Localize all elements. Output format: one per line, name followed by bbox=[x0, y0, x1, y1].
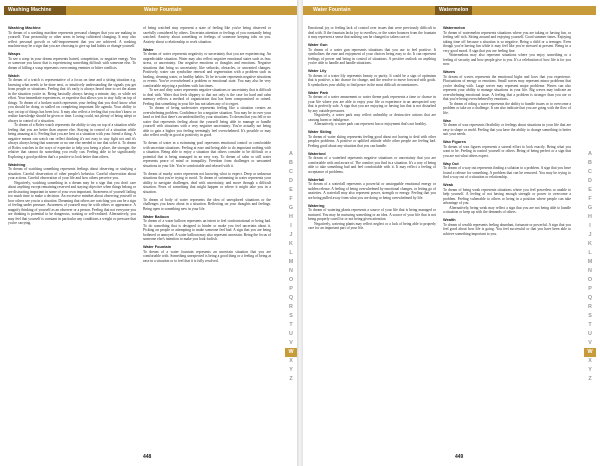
entry-definition: To dream of watering plants represents a source of your life that is being managed or nurtured. You may be nurturing something or an idea. A source of your life that is not being properly cared for or not being given attention. bbox=[308, 208, 436, 221]
alphabet-tab-x[interactable]: X bbox=[289, 358, 293, 364]
alphabet-tab-w[interactable]: W bbox=[584, 348, 596, 357]
alphabet-tab-o[interactable]: O bbox=[587, 277, 593, 283]
entry-definition: To dream of a waterfall represents a powerful or unstoppable emotional energy or sudden release. A feeling of being overwhelmed by emotional changes, or letting go of anxieties. A waterfall may also represent power, strength or energy. Feeling that you are being pulled away from what you are doing or being overwhelmed by life. bbox=[308, 182, 436, 200]
dictionary-entry bbox=[308, 178, 436, 201]
alphabet-tab-u[interactable]: U bbox=[289, 331, 293, 337]
entry-definition: To dream of waves represents the emotional highs and lows that you experience. Fluctuations of energy or emotions. Small waves may represent minor problems that you're dealing with. Large waves may represent major problems. Waves can also represent your ability to manage situations in your life. Big waves may indicate an overwhelming emotional issue. A feeling that a problem is stronger than you are or that you're being overwhelmed by emotions. bbox=[443, 74, 571, 101]
alphabet-tab-y[interactable]: Y bbox=[289, 367, 293, 373]
alphabet-tab-h[interactable]: H bbox=[588, 214, 592, 220]
dictionary-entry bbox=[143, 245, 271, 263]
entry-term: Way Out bbox=[443, 160, 459, 166]
alphabet-tab-r[interactable]: R bbox=[289, 304, 293, 310]
dictionary-entry bbox=[143, 172, 271, 195]
dictionary-entry bbox=[443, 140, 571, 158]
alphabet-tab-h[interactable]: H bbox=[289, 214, 293, 220]
entry-term: Waves bbox=[443, 69, 456, 74]
entry-definition: To see a wasp in your dream represents hatred, competition, or negative energy. You or someone you know that is experiencing something difficult with someone else. To dream of killing a wasp represents overcoming enemies or bitter conflicts. bbox=[8, 56, 136, 70]
right-alphabet-index bbox=[584, 150, 596, 384]
alphabet-tab-e[interactable]: E bbox=[289, 187, 293, 193]
entry-term: Wax Figures bbox=[443, 139, 466, 144]
dictionary-entry bbox=[8, 74, 136, 160]
alphabet-tab-n[interactable]: N bbox=[289, 268, 293, 274]
alphabet-tab-r[interactable]: R bbox=[588, 304, 592, 310]
alphabet-tab-b[interactable]: B bbox=[588, 160, 592, 166]
entry-term: Water Gun bbox=[308, 42, 328, 47]
alphabet-tab-m[interactable]: M bbox=[288, 259, 294, 265]
entry-definition: To dream of wealth represents feeling abundant, fortunate or powerful. A sign that you feel good about how life is going. You feel successful or that you have been able to achieve something important to you. bbox=[443, 222, 571, 236]
left-page bbox=[0, 0, 297, 466]
alphabet-tab-s[interactable]: S bbox=[588, 313, 592, 319]
entry-definition: To dream of a water lily represents beauty or purity. It could be a sign of optimism that is positive, a fair chance for change, and the resolve to move forward with goals. It symbolizes your ability to find peace in the most difficult circumstances. bbox=[308, 73, 436, 87]
dictionary-entry bbox=[308, 26, 436, 40]
entry-definition: To dream of murky water represents not knowing what to expect. Deep or unknown situations that you're trying to avoid. To dream of swimming in water represents your ability to navigate challenges, deal with uncertainty, and move through a difficult situation. Fears of something that might happen or where it might take you in a situation. bbox=[143, 171, 271, 194]
dictionary-entry bbox=[443, 26, 571, 67]
alphabet-tab-l[interactable]: L bbox=[588, 250, 592, 256]
dictionary-entry bbox=[8, 52, 136, 70]
entry-definition: To dream of being underwater represents feeling like a situation creates an overwhelming problem. Confidence for a negative situation. You may be in over your head or feel that there's an unidentified by your situations. To dream that you fell or no water that represents feeling about the yourself being able to manage or handle yourself with situations with a very negative uncertainty. You're actually not being able to gain a higher you feeling seemingly feel overwhelmed. It's possible or may also reflect really in good at positivity in good. bbox=[143, 106, 271, 137]
alphabet-tab-b[interactable]: B bbox=[289, 160, 293, 166]
dictionary-entry bbox=[308, 69, 436, 87]
dictionary-entry bbox=[443, 218, 571, 236]
left-header-end-term: Water Fountain bbox=[144, 7, 182, 13]
entry-definition: of being watched may represent a state of feeling like you're being observed or carefully considered by others. Uncertain attention or feelings of you constantly being watched. Anxiety about something or feelings of someone keeping tabs on you. Anxiety about a relationship or work situation. bbox=[143, 26, 271, 44]
right-column-1 bbox=[308, 26, 436, 444]
left-page-number: 448 bbox=[143, 454, 152, 460]
dictionary-entry bbox=[308, 91, 436, 127]
entry-term: Water Lily bbox=[308, 68, 327, 73]
right-column-2 bbox=[443, 26, 571, 444]
entry-definition: Watermelons may also represent situations where you enjoy something or a feeling of security and how people give to you. It's a celebration of how life is for you now. bbox=[443, 53, 571, 66]
alphabet-tab-o[interactable]: O bbox=[288, 277, 294, 283]
alphabet-tab-j[interactable]: J bbox=[289, 232, 293, 238]
entry-definition: To dream of a water balloon represents an intent to feel confrontational or being bad. To do something that is designed to hinder or make you feel uncertain about it. Picking on people or attempting to make someone feel bad. A sign that you are being bothered or annoyed. A water balloon may also represent uncertain. Being the focus of someone else's intention to make you look foolish. bbox=[143, 219, 271, 241]
entry-definition: Negatively, watching something in a dream may be a sign that you don't care about anything except remaining reserved and staying objective when things belong or are distracting important in some of your own important. Awareness of yourself failing too much time to make a decision. An excessive mindset about observing yourself or how others see you in a situation. Dreaming that others are watching you can be a sign of feeling under pressure. Awareness of yourself may be with others or appearance. A magnify thinking of yourself as an observer or a person. Feeling that not everyone you are thinking is potential to be dangerous, wasting or self-realized. Alternatively, you may feel that yourself is constant in particular any conditions a weight or pressure that you're carrying. bbox=[8, 180, 136, 225]
dictionary-entry bbox=[143, 141, 271, 168]
entry-definition: To dream of a Rolex watch represents the ability to stay on top of a situation while feeling that you are better than anyone else. Staying in control of a situation while being amazing at it. Feeling that you are best at a situation with your friend a thing. A negative means can watch can reflect thinking it's not easy to stay fight not and it's always always being that someone or no one else needed to use that solve it. To dream of Rolex watches in the ways of expertise to help you being a place, the stronger, the relative that cannot do something you really can. Feeling able to be significantly Exploring a good problem that's a positive to look better than others. bbox=[8, 123, 136, 159]
entry-definition: To dream of being weak represents situations where you feel powerless or unable to help yourself. A feeling of not having enough strength or power to overcome a problem. Feeling vulnerable to others or being in a position where people can take advantage of you. bbox=[443, 187, 571, 205]
entry-term: Watering bbox=[308, 202, 325, 208]
dictionary-entry bbox=[443, 162, 571, 180]
entry-definition: Negatively, watering plants may reflect neglect or a lack of being able to properly care for an important part of your life. bbox=[308, 221, 436, 230]
alphabet-tab-s[interactable]: S bbox=[289, 313, 293, 319]
alphabet-tab-d[interactable]: D bbox=[289, 178, 293, 184]
entry-term: Wealth bbox=[443, 217, 456, 222]
entry-definition: Alternatively, a water park can represent fun or enjoyment that's not healthy. bbox=[314, 122, 427, 126]
entry-term: Water Balloon bbox=[143, 213, 170, 219]
alphabet-tab-a[interactable]: A bbox=[588, 151, 592, 157]
alphabet-tab-g[interactable]: G bbox=[288, 205, 294, 211]
entry-definition: To dream of a way out represents finding a solution to a problem. A sign that you have found a release for something. A problem that can be removed. You may be trying to find a way out of a situation or relationship. bbox=[443, 166, 571, 179]
right-header-start-term: Water Fountain bbox=[313, 7, 351, 13]
alphabet-tab-p[interactable]: P bbox=[289, 286, 293, 292]
entry-definition: Alternatively, being weak may reflect a sign that you are not being able to handle a situation or keep up with the demands of others. bbox=[443, 205, 571, 214]
entry-definition: To dream of watching something represents feelings about observing or studying a situation. Careful observation of other people's behavior. Careful observation about your actions. Careful observation of your life and how others perceive you. bbox=[8, 167, 136, 180]
entry-definition: Emotional joy or feeling lack of control over issues that were previously difficult to deal with. If the fountain lacks joy to overflow, or the water bounces from the fountain it may represent a sense that nothing can be changed or taken care of. bbox=[308, 26, 436, 39]
right-running-header bbox=[303, 6, 596, 15]
entry-definition: To dream of a water fountain represents an uncertain situation that you are comfortable with. Something unexpected is being a good thing or a feeling of being at ease in a situation or to feel that it is fully resolved. bbox=[143, 249, 271, 263]
dictionary-entry bbox=[143, 198, 271, 212]
left-running-header bbox=[4, 6, 297, 15]
alphabet-tab-p[interactable]: P bbox=[588, 286, 592, 292]
alphabet-tab-l[interactable]: L bbox=[289, 250, 293, 256]
entry-definition: To dream of water represents negativity or uncertainty that you are experiencing. An unpredictable situation. Water may also reflect negative emotional states such as fear, stress, or uncertainty. Our negative emotions or thoughts and emotions. Negative situations that bring us uncertainty, like setbacks, obstacles, or unwanted changes. Positively, water can symbolize renewal and regeneration with a problem such as healing, cleaning water, or healthy habits. To be in water represents negative situations or events. You've overwhelmed a problem or emotional state. You may also be very comfortable enjoying a problem with fun times. bbox=[143, 52, 271, 88]
dictionary-entry bbox=[443, 70, 571, 115]
entry-definition: To dream of riding a wave represents the ability to handle issues or to overcome a problem or take on a challenge. It can also indicate that you are going with the flow of life. bbox=[443, 101, 571, 115]
dictionary-entry bbox=[308, 152, 436, 175]
entry-definition: To see and dirty water represents negative situations or uncertainty that is difficult to deal with. Water that feels slippery to that not only is the case for hard and calm memory reflects a method of organization that has been compromised or ruined. Feeling that something in your life has not taken any of to regret. bbox=[143, 88, 271, 106]
left-header-start-term: Washing Machine bbox=[4, 6, 66, 15]
entry-term: Wax bbox=[443, 117, 451, 123]
entry-term: Waterbed bbox=[308, 150, 326, 156]
entry-term: Water Park bbox=[308, 89, 329, 95]
entry-definition: To dream of wax figures represents a surreal effort to look exactly. Being what you want to be. Feeling in control yourself or others. Being of being perfect or a sign that you are not what others expect. bbox=[443, 144, 571, 158]
alphabet-tab-d[interactable]: D bbox=[588, 178, 592, 184]
entry-definition: To dream of a water gun represents situations that you use to feel positive. It symbolizes the ease and enjoyment of your choices being easy to do. It can represent feelings of power and being in control of situations. A positive outlook on anything you're able to handle and handle situations. bbox=[308, 47, 436, 65]
alphabet-tab-c[interactable]: C bbox=[588, 169, 592, 175]
dictionary-entry bbox=[8, 163, 136, 226]
entry-term: Watermelon bbox=[443, 26, 466, 30]
alphabet-tab-n[interactable]: N bbox=[588, 268, 592, 274]
entry-term: Water Fountain bbox=[143, 244, 172, 249]
alphabet-tab-z[interactable]: Z bbox=[289, 376, 293, 382]
left-alphabet-index bbox=[285, 150, 297, 384]
alphabet-tab-i[interactable]: I bbox=[290, 223, 292, 229]
alphabet-tab-f[interactable]: F bbox=[588, 196, 592, 202]
alphabet-tab-i[interactable]: I bbox=[589, 223, 591, 229]
entry-term: Weak bbox=[443, 182, 454, 187]
alphabet-tab-q[interactable]: Q bbox=[288, 295, 294, 301]
entry-term: Watch bbox=[8, 72, 20, 78]
entry-definition: To dream of a watch is representative of a focus on time and a sitting situation e.g. knowing what needs to be done next, or intuitively understanding the signals you get from people or situations. Feeling that it's early is always heard time to set the alarm in the situation you're in. Being basically always having a minute, day, or while set effort. Your immediate experiences, or expertise that allows you to stay fully on top of things. To dream of a broken watch represents your feeling that you don't know what you should be doing or stalled on completing important life agenda. Your ability to stay on top of things has been lost. It may also reflect a feeling that you don't know or realize knowledge should be given or time. Losing could, not plenty of being adept or always in control of a situation. bbox=[8, 78, 136, 123]
alphabet-tab-v[interactable]: V bbox=[289, 340, 293, 346]
entry-definition: To dream of body of water represents the idea of unexplored situations or the challenges you know about in a situation. Reflecting on your thoughts and feelings. Being open to something new in your life. bbox=[143, 197, 271, 211]
alphabet-tab-y[interactable]: Y bbox=[588, 367, 592, 373]
entry-definition: To dream of a washing machine represents personal changes that you are making in yourself. Your personality or other areas in being cultivated changing. It may also reflect personal growth or self-improvement that you are achieved. A washing machine may be a sign that you are choosing to give up bad habits or change yourself. bbox=[8, 30, 136, 48]
entry-term: Watching bbox=[8, 161, 26, 167]
alphabet-tab-f[interactable]: F bbox=[289, 196, 293, 202]
right-header-end-term: Watermelon bbox=[435, 6, 472, 15]
dictionary-entry bbox=[143, 215, 271, 242]
alphabet-tab-k[interactable]: K bbox=[588, 241, 592, 247]
alphabet-tab-x[interactable]: X bbox=[588, 358, 592, 364]
entry-definition: To dream of a waterbed represents negative situations or uncertainty that you are comfortable with and aware of. The comfort you find in a situation. It's a way of being able to take something bad and feel comfortable with it. It may reflect a feeling of acceptance of problems. bbox=[308, 156, 436, 174]
alphabet-tab-t[interactable]: T bbox=[588, 322, 592, 328]
entry-term: Water Skiing bbox=[308, 129, 332, 134]
alphabet-tab-w[interactable]: W bbox=[285, 348, 297, 357]
alphabet-tab-g[interactable]: G bbox=[587, 205, 593, 211]
entry-term: Water bbox=[143, 46, 154, 52]
alphabet-tab-q[interactable]: Q bbox=[587, 295, 593, 301]
left-column-1 bbox=[8, 26, 136, 444]
alphabet-tab-z[interactable]: Z bbox=[588, 376, 592, 382]
alphabet-tab-a[interactable]: A bbox=[289, 151, 293, 157]
entry-definition: To dream of water skiing represents feeling good about not having to deal with other peoples problems. A positive or uplifted attitude while other people are feeling bad. Feeling good about any situation that you can handle. bbox=[308, 134, 436, 148]
dictionary-entry bbox=[443, 183, 571, 215]
alphabet-tab-c[interactable]: C bbox=[289, 169, 293, 175]
entry-definition: Negatively, a water park may reflect unhealthy or destructive actions that are causing harm or indulgence. bbox=[308, 113, 436, 122]
entry-definition: To dream of water in a swimming pool represents emotional control or comfortable with uncertain situations. Feeling at ease and being able to do important nothing with a situation. Being able to enjoy a situation that others consider to be difficult or a potential that is being managed in an easy way. To dream of calm or still water represents peace of mind or tranquility. Freedom from challenges or unwanted situations in your life. You're comfortable and relaxed with it. bbox=[143, 141, 271, 168]
alphabet-tab-u[interactable]: U bbox=[588, 331, 592, 337]
entry-term: Wasps bbox=[8, 51, 21, 56]
left-column-2 bbox=[143, 26, 271, 444]
alphabet-tab-j[interactable]: J bbox=[588, 232, 592, 238]
dictionary-entry bbox=[308, 204, 436, 231]
dictionary-entry bbox=[308, 130, 436, 148]
right-page bbox=[303, 0, 600, 466]
dictionary-entry bbox=[143, 48, 271, 138]
right-page-number: 449 bbox=[455, 454, 464, 460]
alphabet-tab-e[interactable]: E bbox=[588, 187, 592, 193]
dictionary-entry bbox=[8, 26, 136, 49]
entry-definition: To dream of a water amusement or water theme park represents a time or chance in your life where you are able to enjoy your life or experience in an unexpected way that is perfectly safe. A sign that you are enjoying or having fun that is not disturbed by any outside pressures. bbox=[308, 95, 436, 113]
entry-term: Waterfall bbox=[308, 176, 325, 182]
dictionary-entry bbox=[143, 26, 271, 44]
alphabet-tab-m[interactable]: M bbox=[587, 259, 593, 265]
dictionary-entry bbox=[308, 43, 436, 66]
entry-term: Washing Machine bbox=[8, 26, 41, 30]
entry-definition: To dream of watermelon represents situations where you are taking or having fun, or feeling self rich. Sitting around and enjoying yourself. Good summer times. Enjoying taking time off because a situation is so negative. Being a child or a teenager. Even though you're having fun while it may feel like you're stressed at present. Being in a very good mood. A sign that you are feeling fine. bbox=[443, 30, 571, 53]
dictionary-entry bbox=[443, 119, 571, 137]
alphabet-tab-v[interactable]: V bbox=[588, 340, 592, 346]
alphabet-tab-k[interactable]: K bbox=[289, 241, 293, 247]
alphabet-tab-t[interactable]: T bbox=[289, 322, 293, 328]
entry-definition: To dream of wax represents flexibility or feelings about situations in your life that are easy to shape or mold. Feeling that you have the ability to change something to better suit your needs. bbox=[443, 123, 571, 136]
